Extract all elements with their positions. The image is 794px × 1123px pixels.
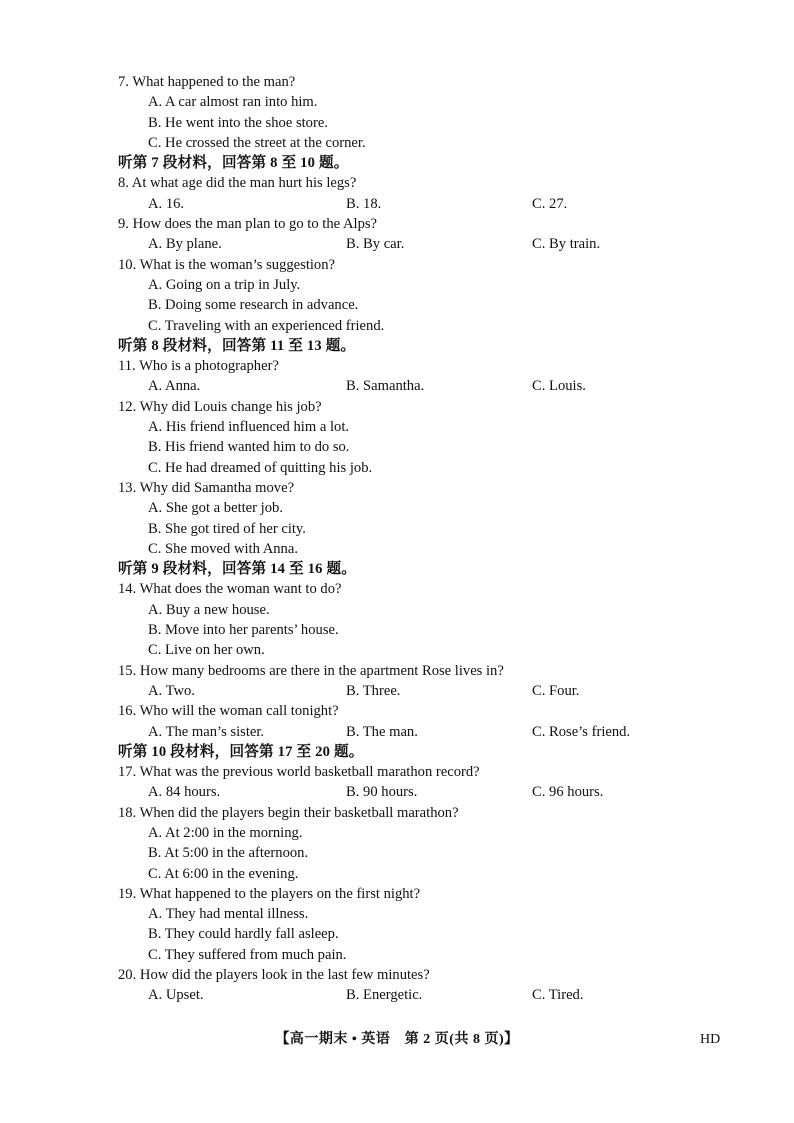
answer-option: A. Anna. xyxy=(148,378,201,395)
question-stem xyxy=(118,579,758,599)
question-stem xyxy=(118,661,758,681)
question-text: What happened to the players on the first night? xyxy=(139,885,421,902)
section-instruction: 听第 10 段材料，回答第 17 至 20 题。 xyxy=(118,743,364,760)
options-row xyxy=(118,782,758,802)
answer-option: B. They could hardly fall asleep. xyxy=(148,926,339,943)
section-instruction: 听第 8 段材料，回答第 11 至 13 题。 xyxy=(118,337,356,354)
answer-option: B. Three. xyxy=(346,682,401,699)
question-number: 19. xyxy=(118,885,137,902)
question-number: 7. xyxy=(118,74,129,90)
footer-page-info: 【高一期末 • 英语 第 2 页(共 8 页)】 xyxy=(275,1032,519,1047)
answer-option: B. At 5:00 in the afternoon. xyxy=(148,845,309,862)
question-stem xyxy=(118,965,758,985)
answer-option: B. She got tired of her city. xyxy=(148,520,306,537)
answer-option: C. 96 hours. xyxy=(532,784,604,801)
options-row xyxy=(118,376,758,396)
answer-option: B. 90 hours. xyxy=(346,784,418,801)
options-row xyxy=(118,985,758,1005)
answer-option: C. Tired. xyxy=(532,987,584,1004)
answer-option: A. Upset. xyxy=(148,987,204,1004)
answer-option: B. Move into her parents’ house. xyxy=(148,622,339,639)
question-stem xyxy=(118,356,758,376)
question-text: How did the players look in the last few minutes? xyxy=(139,967,430,984)
section-instruction: 听第 7 段材料，回答第 8 至 10 题。 xyxy=(118,155,349,172)
answer-option: B. He went into the shoe store. xyxy=(148,114,328,131)
question-text: What is the woman’s suggestion? xyxy=(139,256,336,273)
answer-option: A. She got a better job. xyxy=(148,500,283,517)
answer-option: B. Samantha. xyxy=(346,378,425,395)
question-text: At what age did the man hurt his legs? xyxy=(131,175,357,192)
question-number: 12. xyxy=(118,398,137,415)
answer-option: A. By plane. xyxy=(148,236,222,253)
question-text: Why did Louis change his job? xyxy=(139,398,322,415)
answer-option: C. They suffered from much pain. xyxy=(148,946,347,963)
question-number: 11. xyxy=(118,358,136,375)
question-number: 8. xyxy=(118,175,129,192)
answer-option: B. 18. xyxy=(346,195,382,212)
answer-option: A. Buy a new house. xyxy=(148,601,270,618)
footer-code: HD xyxy=(700,1032,721,1047)
answer-option: C. He crossed the street at the corner. xyxy=(148,134,366,151)
answer-option: C. He had dreamed of quitting his job. xyxy=(148,459,373,476)
question-text: What happened to the man? xyxy=(132,74,296,90)
question-text: Why did Samantha move? xyxy=(139,479,295,496)
answer-option: C. Rose’s friend. xyxy=(532,723,631,740)
answer-option: C. She moved with Anna. xyxy=(148,540,298,557)
answer-option: A. 16. xyxy=(148,195,185,212)
answer-option: B. Doing some research in advance. xyxy=(148,297,359,314)
options-row xyxy=(118,722,758,742)
question-list xyxy=(118,72,758,1006)
answer-option: C. At 6:00 in the evening. xyxy=(148,865,299,882)
question-stem xyxy=(118,701,758,721)
answer-option: B. The man. xyxy=(346,723,418,740)
section-instruction: 听第 9 段材料，回答第 14 至 16 题。 xyxy=(118,561,357,578)
question-text: What does the woman want to do? xyxy=(139,581,342,598)
answer-option: C. Four. xyxy=(532,682,580,699)
answer-option: A. At 2:00 in the morning. xyxy=(148,824,303,841)
question-text: When did the players begin their basketball marathon? xyxy=(139,804,459,821)
options-row xyxy=(118,194,758,214)
question-number: 9. xyxy=(118,216,129,233)
question-text: How many bedrooms are there in the apartment Rose lives in? xyxy=(139,662,504,679)
answer-option: C. Live on her own. xyxy=(148,642,265,659)
answer-option: C. Traveling with an experienced friend. xyxy=(148,317,385,334)
answer-option: C. 27. xyxy=(532,195,568,212)
question-stem xyxy=(118,803,758,823)
answer-option: A. The man’s sister. xyxy=(148,723,265,740)
answer-option: A. Going on a trip in July. xyxy=(148,276,301,293)
question-number: 16. xyxy=(118,703,137,720)
question-stem xyxy=(118,173,758,193)
options-row xyxy=(118,681,758,701)
answer-option: B. His friend wanted him to do so. xyxy=(148,439,350,456)
answer-option: A. Two. xyxy=(148,682,195,699)
question-stem xyxy=(118,397,758,417)
question-text: Who will the woman call tonight? xyxy=(139,703,339,720)
answer-option: A. A car almost ran into him. xyxy=(148,94,318,111)
question-stem xyxy=(118,762,758,782)
answer-option: A. His friend influenced him a lot. xyxy=(148,419,350,436)
question-number: 17. xyxy=(118,764,137,781)
question-text: What was the previous world basketball marathon record? xyxy=(139,764,480,781)
question-number: 14. xyxy=(118,581,137,598)
answer-option: A. They had mental illness. xyxy=(148,906,309,923)
answer-option: B. Energetic. xyxy=(346,987,423,1004)
question-number: 10. xyxy=(118,256,137,273)
question-number: 18. xyxy=(118,804,137,821)
question-stem xyxy=(118,255,758,275)
question-number: 15. xyxy=(118,662,137,679)
answer-option: B. By car. xyxy=(346,236,405,253)
question-text: How does the man plan to go to the Alps? xyxy=(132,216,378,233)
page-footer xyxy=(0,1029,794,1051)
question-number: 13. xyxy=(118,479,137,496)
question-stem xyxy=(118,478,758,498)
question-number: 20. xyxy=(118,967,137,984)
question-stem xyxy=(118,884,758,904)
answer-option: A. 84 hours. xyxy=(148,784,221,801)
question-text: Who is a photographer? xyxy=(139,358,279,375)
question-stem xyxy=(118,214,758,234)
question-stem xyxy=(118,72,758,92)
answer-option: C. Louis. xyxy=(532,378,586,395)
options-row xyxy=(118,234,758,254)
answer-option: C. By train. xyxy=(532,236,601,253)
